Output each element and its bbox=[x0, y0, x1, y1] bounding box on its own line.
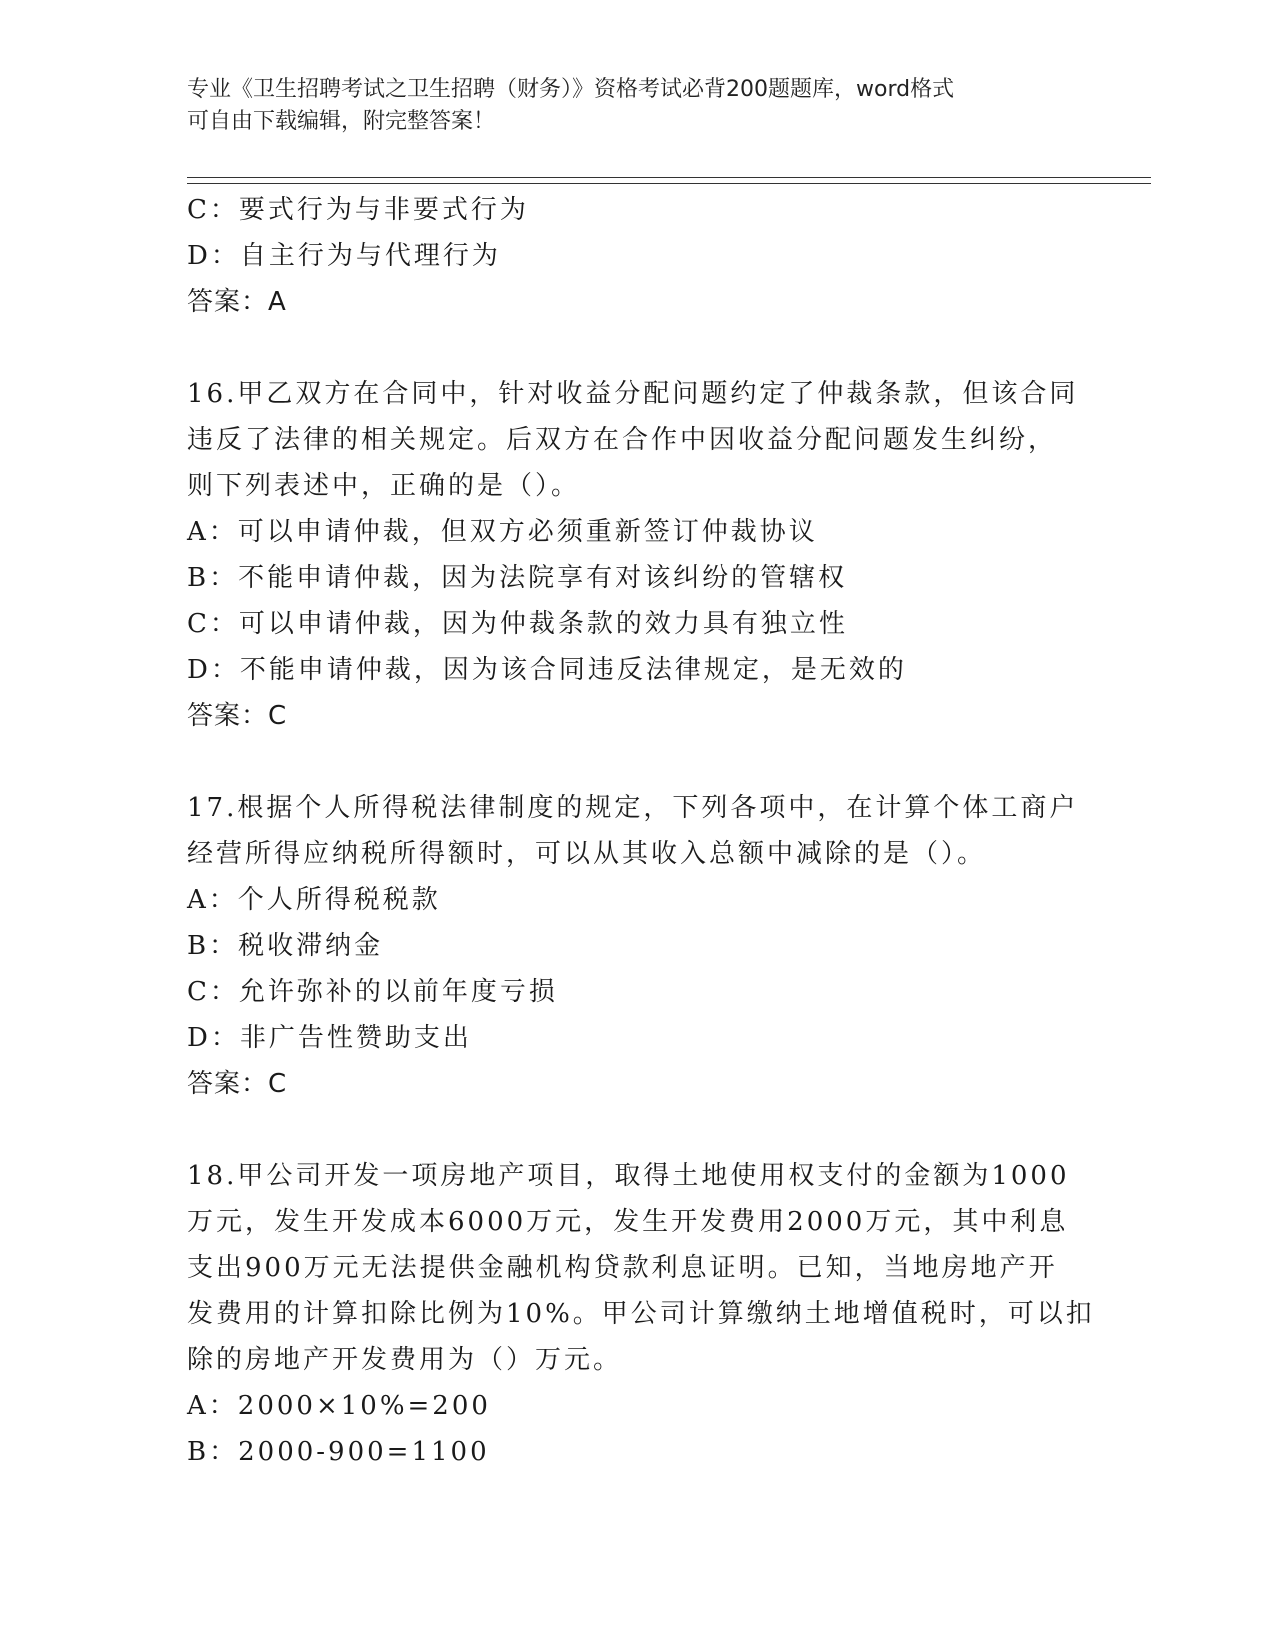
question-stem-line: 发费用的计算扣除比例为10%。甲公司计算缴纳土地增值税时，可以扣 bbox=[187, 1299, 1095, 1329]
question-stem-line: 违反了法律的相关规定。后双方在合作中因收益分配问题发生纠纷， bbox=[187, 425, 1058, 455]
option-c: C：要式行为与非要式行为 bbox=[187, 195, 529, 225]
question-16 bbox=[187, 371, 1087, 739]
answer-label: 答案：C bbox=[187, 1069, 288, 1099]
option-d: D：自主行为与代理行为 bbox=[187, 241, 501, 271]
option-d: D：非广告性赞助支出 bbox=[187, 1023, 472, 1053]
header-line-2: 可自由下载编辑，附完整答案！ bbox=[187, 109, 496, 134]
option-c: C：允许弥补的以前年度亏损 bbox=[187, 977, 558, 1007]
question-17 bbox=[187, 785, 1087, 1107]
option-b: B：不能申请仲裁，因为法院享有对该纠纷的管辖权 bbox=[187, 563, 848, 593]
previous-question-tail bbox=[187, 187, 1087, 325]
option-a: A：2000×10%=200 bbox=[187, 1391, 491, 1421]
option-b: B：2000-900=1100 bbox=[187, 1437, 490, 1467]
option-a: A：可以申请仲裁，但双方必须重新签订仲裁协议 bbox=[187, 517, 818, 547]
option-b: B：税收滞纳金 bbox=[187, 931, 384, 961]
option-c: C：可以申请仲裁，因为仲裁条款的效力具有独立性 bbox=[187, 609, 848, 639]
header-divider-top bbox=[187, 177, 1151, 178]
option-a: A：个人所得税税款 bbox=[187, 885, 441, 915]
question-stem-line: 则下列表述中，正确的是（）。 bbox=[187, 471, 581, 501]
spacer bbox=[187, 1107, 1087, 1153]
document-header bbox=[187, 74, 1067, 138]
header-line-1: 专业《卫生招聘考试之卫生招聘（财务）》资格考试必背200题题库，word格式 bbox=[187, 77, 955, 102]
question-stem-line: 17.根据个人所得税法律制度的规定，下列各项中，在计算个体工商户 bbox=[187, 793, 1079, 823]
header-divider-bottom bbox=[187, 183, 1151, 184]
question-stem-line: 除的房地产开发费用为（）万元。 bbox=[187, 1345, 623, 1375]
question-stem-line: 支出900万元无法提供金融机构贷款利息证明。已知，当地房地产开 bbox=[187, 1253, 1058, 1283]
question-stem-line: 18.甲公司开发一项房地产项目，取得土地使用权支付的金额为1000 bbox=[187, 1161, 1070, 1191]
spacer bbox=[187, 325, 1087, 371]
answer-label: 答案：A bbox=[187, 287, 287, 317]
question-stem-line: 经营所得应纳税所得额时，可以从其收入总额中减除的是（）。 bbox=[187, 839, 987, 869]
option-d: D：不能申请仲裁，因为该合同违反法律规定，是无效的 bbox=[187, 655, 907, 685]
question-content bbox=[187, 187, 1095, 1475]
question-stem-line: 16.甲乙双方在合同中，针对收益分配问题约定了仲裁条款，但该合同 bbox=[187, 379, 1079, 409]
answer-label: 答案：C bbox=[187, 701, 288, 731]
question-18 bbox=[187, 1153, 1095, 1475]
spacer bbox=[187, 739, 1087, 785]
question-stem-line: 万元，发生开发成本6000万元，发生开发费用2000万元，其中利息 bbox=[187, 1207, 1069, 1237]
